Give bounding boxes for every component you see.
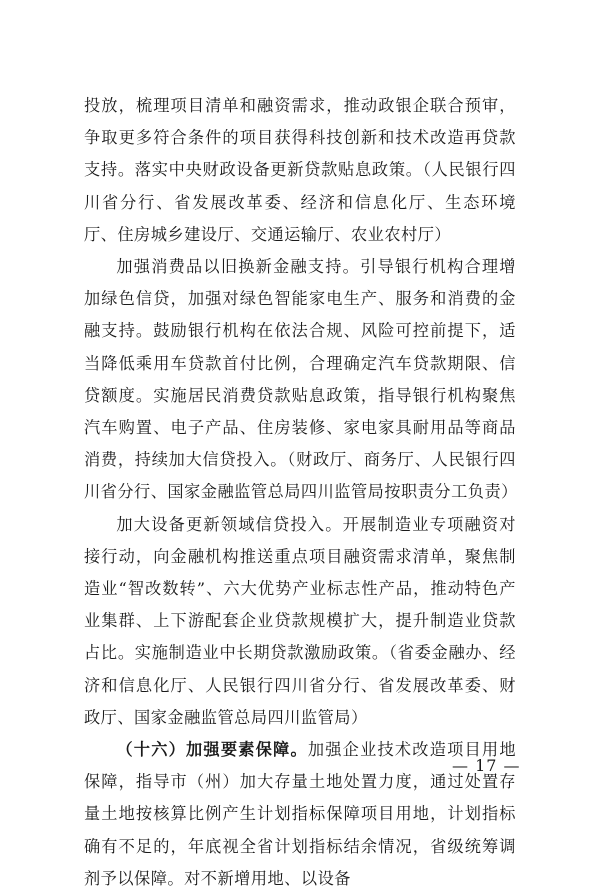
paragraph-equipment-credit: 加大设备更新领域信贷投入。开展制造业专项融资对接行动，向金融机构推送重点项目融资需求清单，聚焦制造业“智改数转”、六大优势产业标志性产品，推动特色产业集群、上下游配套企业贷款规模扩大，提升制造业贷款占比。实施制造业中长期贷款激励政策。（省委金融办、经济和信息化厅、人民银行四川省分行、省发展改革委、财政厅、国家金融监管总局四川监管局） — [84, 514, 516, 727]
page-number: — 17 — — [452, 756, 521, 775]
paragraph-consumer-goods: 加强消费品以旧换新金融支持。引导银行机构合理增加绿色信贷，加强对绿色智能家电生产、服务和消费的金融支持。鼓励银行机构在依法合规、风险可控前提下，适当降低乘用车贷款首付比例，合理确定汽车贷款期限、信贷额度。实施居民消费贷款贴息政策，指导银行机构聚焦汽车购置、电子产品、住房装修、家电家具耐用品等商品消费，持续加大信贷投入。（财政厅、商务厅、人民银行四川省分行、国家金融监管总局四川监管局按职责分工负责） — [84, 257, 518, 502]
section-heading-inline: （十六）加强要素保障。 — [116, 740, 308, 760]
paragraph-body-text: 加强企业技术改造项目用地保障，指导市（州）加大存量土地处置力度，通过处置存量土地按核算比例产生计划指标保障项目用地，计划指标确有不足的，年底视全省计划指标结余情况，省级统筹调剂予以保障。对不新增用地、以设备 — [84, 740, 517, 888]
paragraph-continuation: 投放，梳理项目清单和融资需求，推动政银企联合预审，争取更多符合条件的项目获得科技创新和技术改造再贷款支持。落实中央财政设备更新贷款贴息政策。（人民银行四川省分行、省发展改革委、经济和信息化厅、生态环境厅、住房城乡建设厅、交通运输厅、农业农村厅） — [84, 96, 516, 244]
